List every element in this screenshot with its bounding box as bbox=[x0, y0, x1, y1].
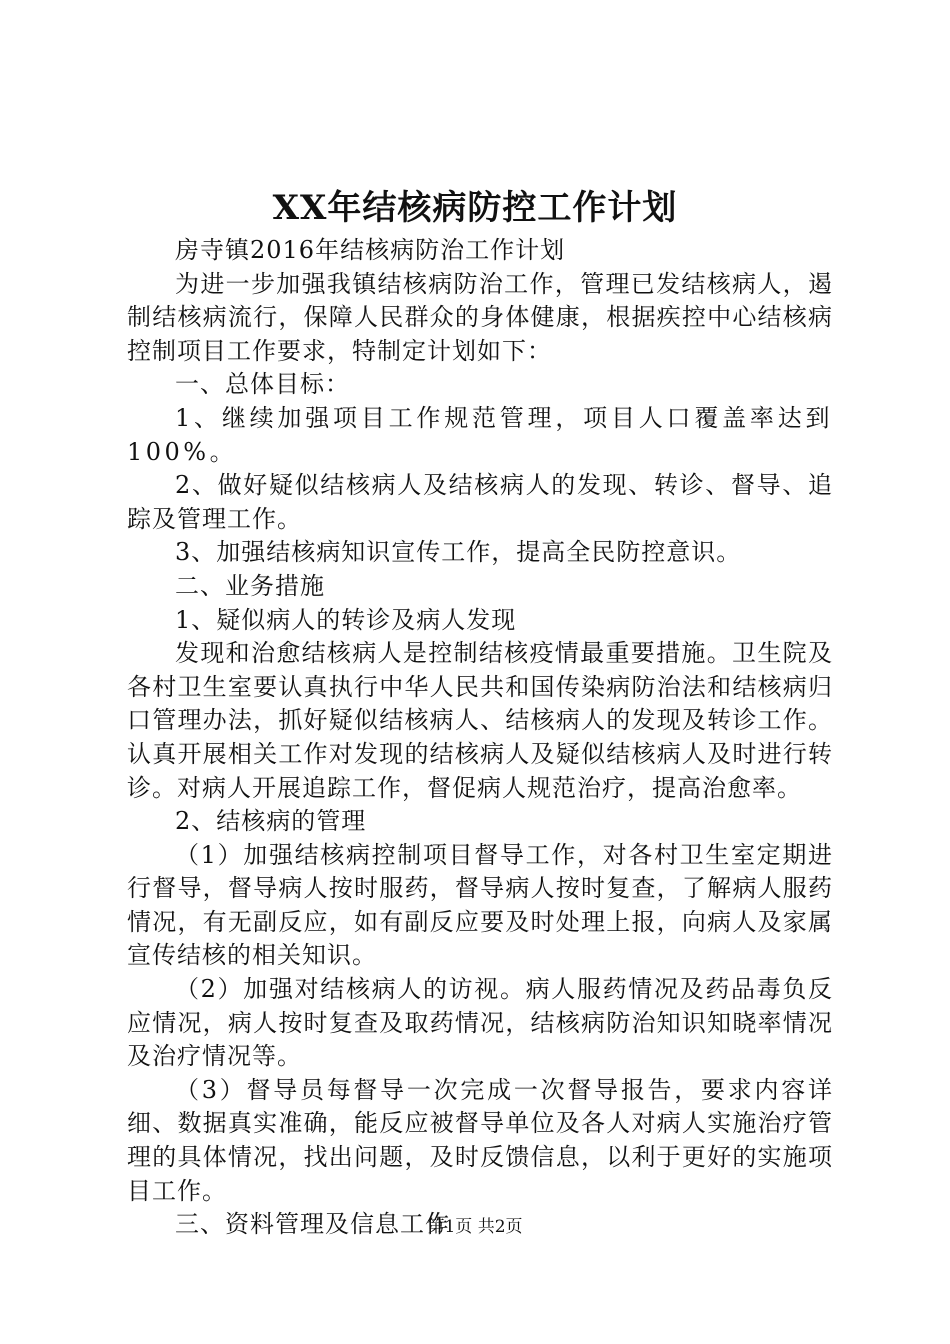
heading-management: 2、结核病的管理 bbox=[175, 807, 367, 836]
heading-data-management: 三、资料管理及信息工作 bbox=[175, 1210, 450, 1239]
paragraph-goal-2: 2、做好疑似结核病人及结核病人的发现、转诊、督导、追踪及管理工作。 bbox=[127, 471, 833, 533]
paragraph-management-3: （3）督导员每督导一次完成一次督导报告，要求内容详细、数据真实准确，能反应被督导单位及各人对病人实施治疗管理的具体情况，找出问题，及时反馈信息，以利于更好的实施项目工作。 bbox=[127, 1075, 833, 1205]
page-number-footer: 第1页 共2页 bbox=[427, 1217, 523, 1237]
document-title: XX年结核病防控工作计划 bbox=[272, 188, 678, 228]
paragraph-intro: 为进一步加强我镇结核病防治工作，管理已发结核病人，遏制结核病流行，保障人民群众的身体健康，根据疾控中心结核病控制项目工作要求，特制定计划如下： bbox=[127, 269, 833, 365]
paragraph-subtitle: 房寺镇2016年结核病防治工作计划 bbox=[175, 236, 566, 264]
paragraph-goal-3: 3、加强结核病知识宣传工作，提高全民防控意识。 bbox=[175, 538, 742, 567]
document-body bbox=[127, 234, 833, 1242]
heading-referral: 1、疑似病人的转诊及病人发现 bbox=[175, 605, 517, 634]
paragraph-goal-1: 1、继续加强项目工作规范管理，项目人口覆盖率达到100%。 bbox=[127, 403, 833, 466]
paragraph-management-2: （2）加强对结核病人的访视。病人服药情况及药品毒负反应情况，病人按时复查及取药情况，结核病防治知识知晓率情况及治疗情况等。 bbox=[127, 975, 833, 1071]
paragraph-management-1: （1）加强结核病控制项目督导工作，对各村卫生室定期进行督导，督导病人按时服药，督导病人按时复查，了解病人服药情况，有无副反应，如有副反应要及时处理上报，向病人及家属宣传结核的相关知识。 bbox=[127, 840, 833, 970]
heading-business-measures: 二、业务措施 bbox=[175, 571, 325, 600]
paragraph-referral: 发现和治愈结核病人是控制结核疫情最重要措施。卫生院及各村卫生室要认真执行中华人民共和国传染病防治法和结核病归口管理办法，抓好疑似结核病人、结核病人的发现及转诊工作。认真开展相关工作对发现的结核病人及疑似结核病人及时进行转诊。对病人开展追踪工作，督促病人规范治疗，提高治愈率。 bbox=[127, 639, 833, 802]
heading-overall-goals: 一、总体目标： bbox=[175, 370, 350, 399]
